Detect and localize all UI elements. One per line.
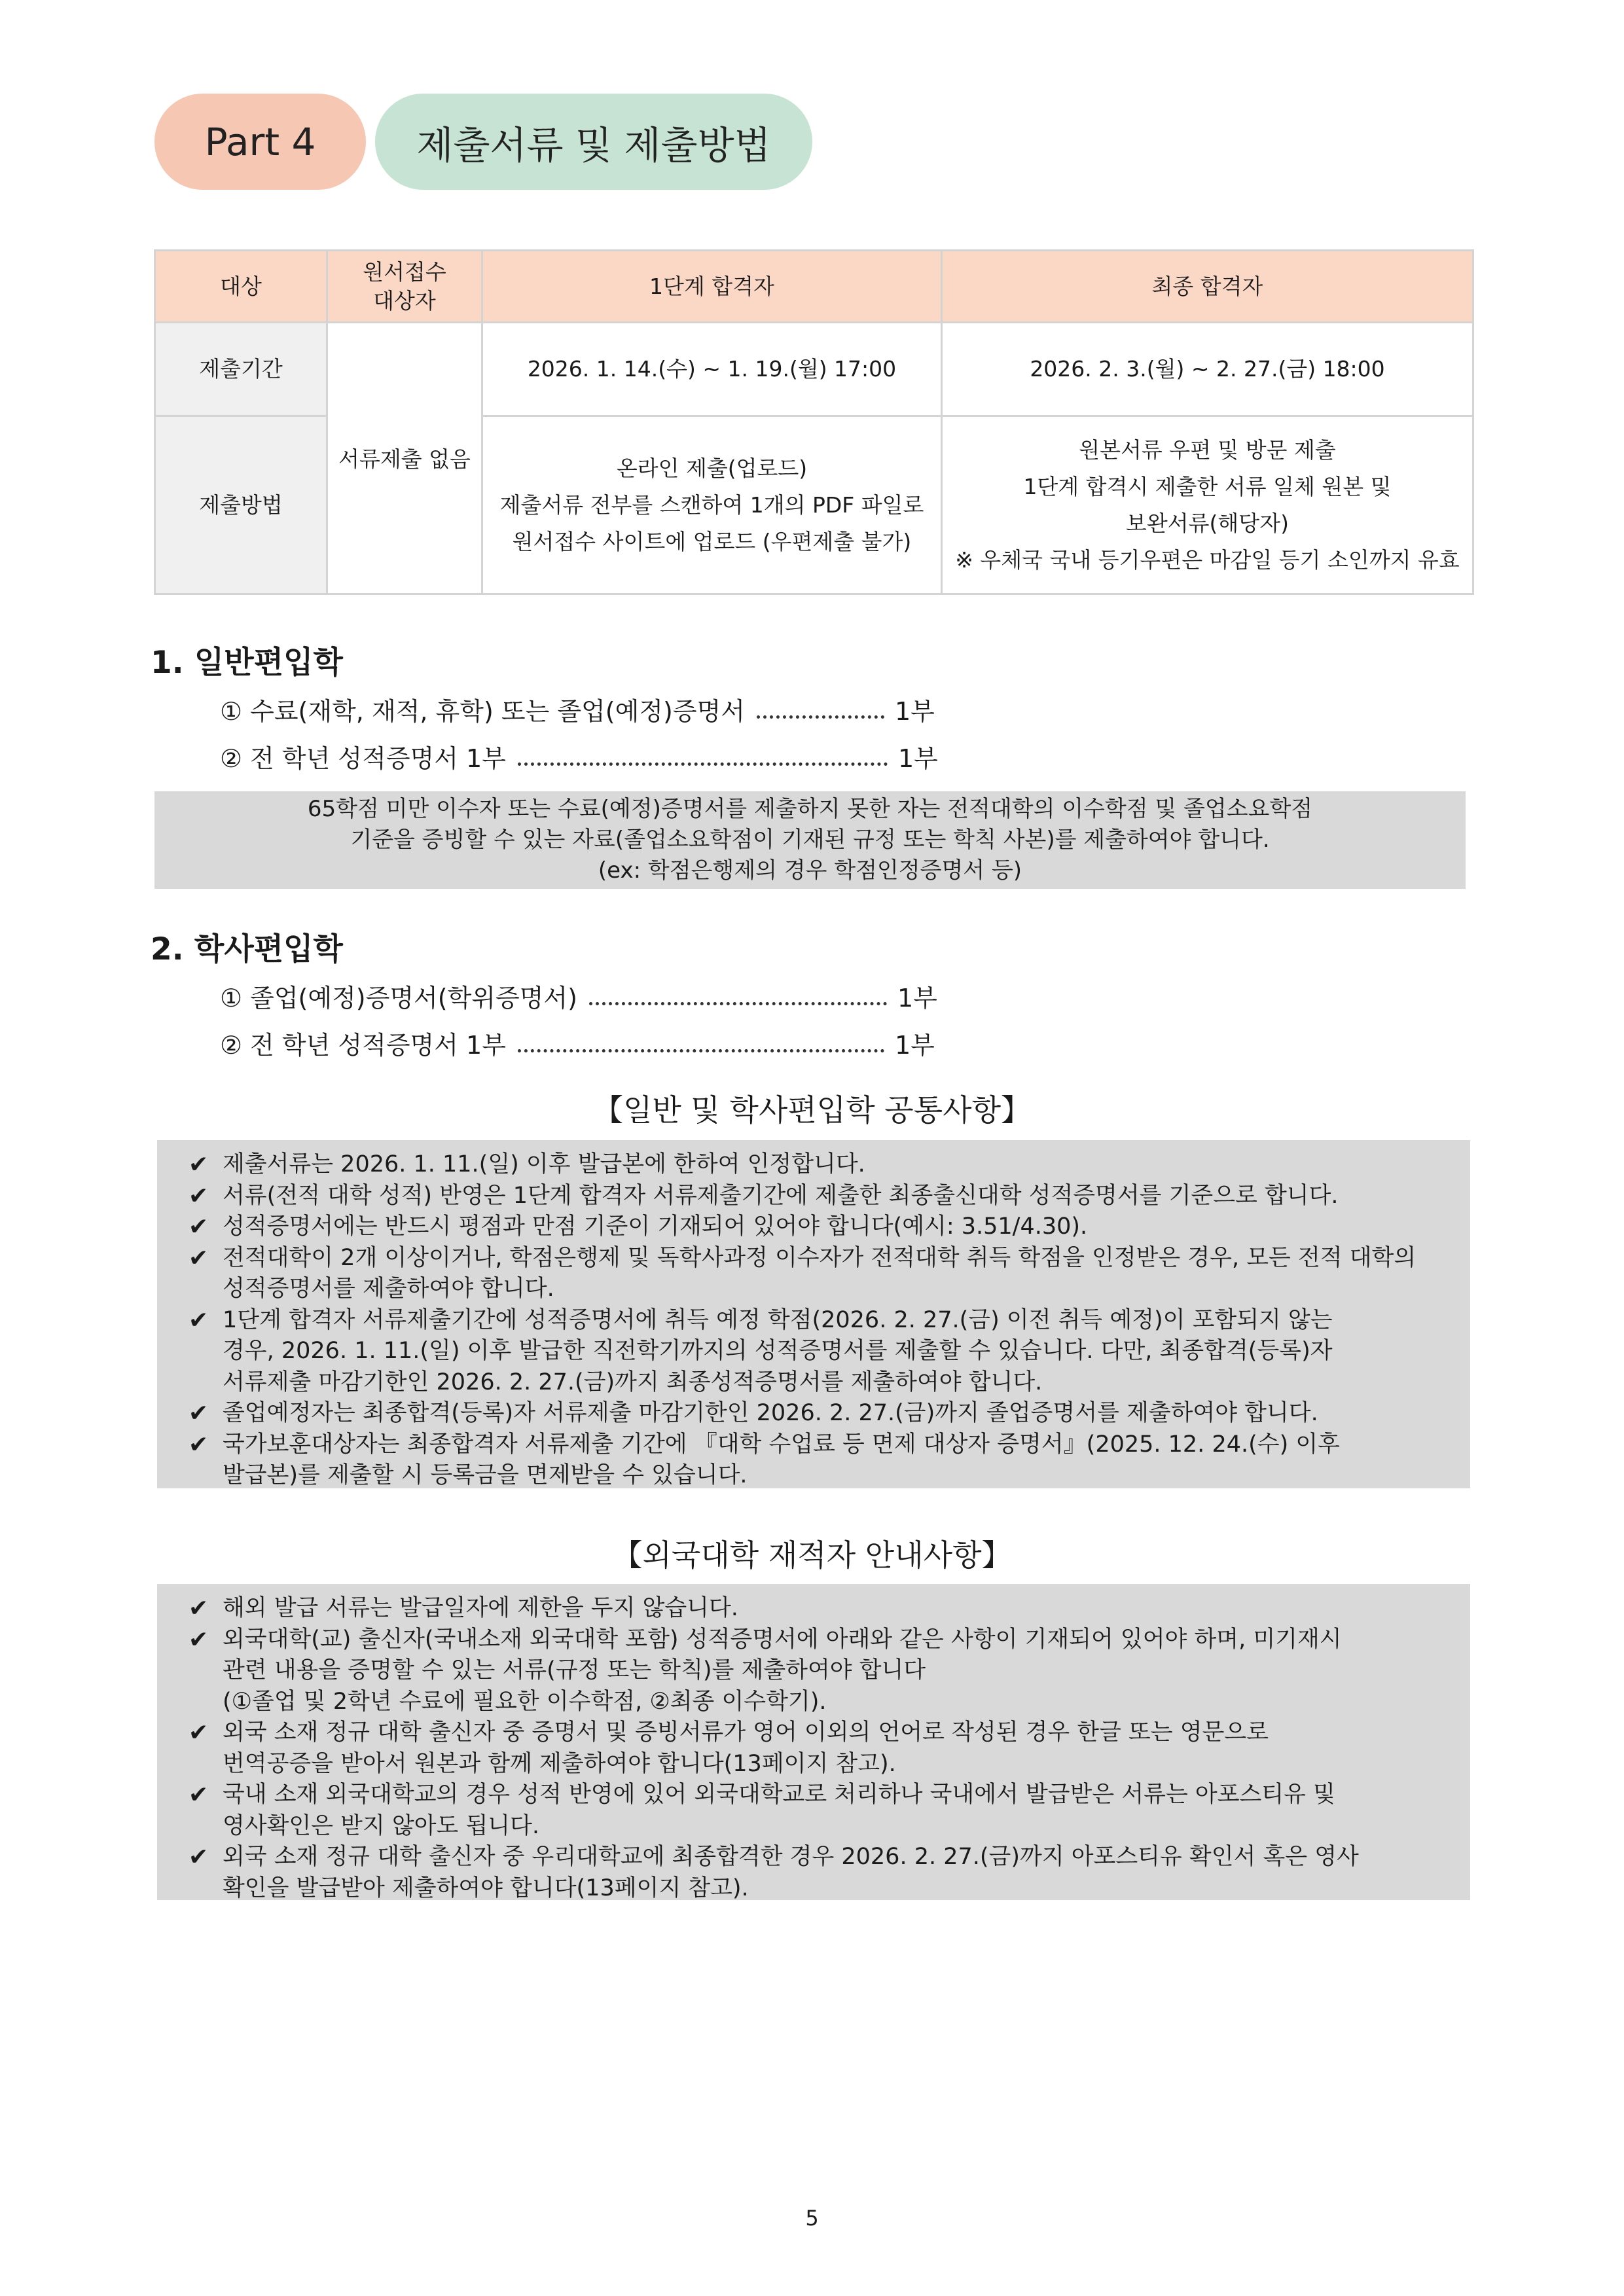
stage1-method-line: 온라인 제출(업로드) xyxy=(616,455,808,481)
note-line: 기준을 증빙할 수 있는 자료(졸업소요학점이 기재된 규정 또는 학칙 사본)를 제출하여야 합니다. xyxy=(350,827,1270,853)
bullet-line: 1단계 합격자 서류제출기간에 성적증명서에 취득 예정 학점(2026. 2. 27.(금) 이전 취득 예정)이 포함되지 않는 xyxy=(223,1306,1333,1333)
final-method-line: 원본서류 우편 및 방문 제출 xyxy=(1079,437,1336,463)
check-icon: ✔ xyxy=(189,1719,209,1746)
bullet-line: 성적증명서를 제출하여야 합니다. xyxy=(223,1276,554,1302)
bullet-line: 외국대학(교) 출신자(국내소재 외국대학 포함) 성적증명서에 아래와 같은 사항이 기재되어 있어야 하며, 미기재시 xyxy=(223,1626,1342,1653)
final-method-line: 보완서류(해당자) xyxy=(1126,510,1289,536)
check-icon: ✔ xyxy=(189,1151,209,1178)
header-applicant-text: 원서접수 대상자 xyxy=(363,259,446,314)
bullet-line: 번역공증을 받아서 원본과 함께 제출하여야 합니다(13페이지 참고). xyxy=(223,1750,896,1777)
stage1-period: 2026. 1. 14.(수) ~ 1. 19.(월) 17:00 xyxy=(482,323,942,416)
bullet-line: 확인을 발급받아 제출하여야 합니다(13페이지 참고). xyxy=(223,1874,749,1901)
check-icon: ✔ xyxy=(189,1400,209,1427)
section1-item: ① 수료(재학, 재적, 휴학) 또는 졸업(예정)증명서 1부 xyxy=(220,697,935,726)
bullet-line: 제출서류는 2026. 1. 11.(일) 이후 발급본에 한하여 인정합니다. xyxy=(223,1151,865,1177)
bullet-line: 전적대학이 2개 이상이거나, 학점은행제 및 독학사과정 이수자가 전적대학 취득 학점을 인정받은 경우, 모든 전적 대학의 xyxy=(223,1244,1416,1271)
row-label-period: 제출기간 xyxy=(155,323,327,416)
bullet-item xyxy=(157,1398,1470,1429)
page-title: 제출서류 및 제출방법 xyxy=(416,122,771,168)
bullet-line: 영사확인은 받지 않아도 됩니다. xyxy=(223,1812,540,1839)
bullet-item xyxy=(157,1305,1470,1399)
bullet-item xyxy=(157,1842,1470,1904)
table-row-period xyxy=(155,323,1473,416)
note-line: 65학점 미만 이수자 또는 수료(예정)증명서를 제출하지 못한 자는 전적대학의 이수학점 및 졸업소요학점 xyxy=(307,796,1313,822)
bullet-line: 관련 내용을 증명할 수 있는 서류(규정 또는 학칙)를 제출하여야 합니다 xyxy=(223,1657,926,1683)
bullet-line: 서류(전적 대학 성적) 반영은 1단계 합격자 서류제출기간에 제출한 최종출신대학 성적증명서를 기준으로 합니다. xyxy=(223,1182,1339,1209)
check-icon: ✔ xyxy=(189,1182,209,1210)
bullet-line: 발급본)를 제출할 시 등록금을 면제받을 수 있습니다. xyxy=(223,1462,748,1488)
check-icon: ✔ xyxy=(189,1431,209,1458)
section2-item: ② 전 학년 성적증명서 1부 1부 xyxy=(220,1031,935,1060)
bullet-item xyxy=(157,1181,1470,1212)
note-line: (ex: 학점은행제의 경우 학점인정증명서 등) xyxy=(598,857,1022,884)
check-icon: ✔ xyxy=(189,1782,209,1808)
applicant-cell: 서류제출 없음 xyxy=(327,323,482,594)
check-icon: ✔ xyxy=(189,1626,209,1653)
bullet-item xyxy=(157,1593,1470,1624)
header-applicant xyxy=(327,251,482,323)
bullet-item xyxy=(157,1243,1470,1305)
bullet-line: 외국 소재 정규 대학 출신자 중 우리대학교에 최종합격한 경우 2026. 2. 27.(금)까지 아포스티유 확인서 혹은 영사 xyxy=(223,1844,1359,1870)
section1-title: 1. 일반편입학 xyxy=(151,645,343,681)
bullet-item xyxy=(157,1211,1470,1243)
check-icon: ✔ xyxy=(189,1213,209,1240)
common-title: 【일반 및 학사편입학 공통사항】 xyxy=(592,1092,1032,1128)
row-label-method: 제출방법 xyxy=(155,416,327,594)
header-target: 대상 xyxy=(155,251,327,323)
header-final: 최종 합격자 xyxy=(942,251,1473,323)
section2-title: 2. 학사편입학 xyxy=(151,931,343,967)
final-method xyxy=(942,416,1473,594)
bullet-line: 외국 소재 정규 대학 출신자 중 증명서 및 증빙서류가 영어 이외의 언어로 작성된 경우 한글 또는 영문으로 xyxy=(223,1719,1269,1746)
bullet-line: 졸업예정자는 최종합격(등록)자 서류제출 마감기한인 2026. 2. 27.(금)까지 졸업증명서를 제출하여야 합니다. xyxy=(223,1400,1318,1426)
bullet-item xyxy=(157,1429,1470,1492)
final-method-line: 1단계 합격시 제출한 서류 일체 원본 및 xyxy=(1023,473,1392,499)
foreign-notes xyxy=(157,1584,1470,1900)
common-notes xyxy=(157,1140,1470,1488)
table-header-row xyxy=(155,251,1473,323)
check-icon: ✔ xyxy=(189,1244,209,1272)
section1-note xyxy=(154,791,1466,889)
check-icon: ✔ xyxy=(189,1844,209,1871)
page-number: 5 xyxy=(805,2206,819,2231)
bullet-line: 서류제출 마감기한인 2026. 2. 27.(금)까지 최종성적증명서를 제출하여야 합니다. xyxy=(223,1369,1043,1395)
page-title-badge xyxy=(375,94,812,190)
bullet-item xyxy=(157,1717,1470,1780)
bullet-line: 해외 발급 서류는 발급일자에 제한을 두지 않습니다. xyxy=(223,1595,738,1621)
part-label: Part 4 xyxy=(204,119,316,164)
bullet-item xyxy=(157,1780,1470,1842)
bullet-item xyxy=(157,1149,1470,1181)
stage1-method-line: 원서접수 사이트에 업로드 (우편제출 불가) xyxy=(512,528,912,554)
stage1-method-line: 제출서류 전부를 스캔하여 1개의 PDF 파일로 xyxy=(499,492,924,518)
part-badge xyxy=(154,94,366,190)
bullet-line: 경우, 2026. 1. 11.(일) 이후 발급한 직전학기까지의 성적증명서를 제출할 수 있습니다. 다만, 최종합격(등록)자 xyxy=(223,1338,1333,1364)
bullet-line: 국가보훈대상자는 최종합격자 서류제출 기간에 『대학 수업료 등 면제 대상자 증명서』(2025. 12. 24.(수) 이후 xyxy=(223,1431,1340,1458)
final-method-note: ※ 우체국 국내 등기우편은 마감일 등기 소인까지 유효 xyxy=(955,547,1460,573)
check-icon: ✔ xyxy=(189,1595,209,1622)
submission-table xyxy=(154,249,1474,595)
section2-item: ① 졸업(예정)증명서(학위증명서) 1부 xyxy=(220,984,937,1013)
bullet-line: 성적증명서에는 반드시 평점과 만점 기준이 기재되어 있어야 합니다(예시: 3.51/4.30). xyxy=(223,1213,1088,1240)
final-period: 2026. 2. 3.(월) ~ 2. 27.(금) 18:00 xyxy=(942,323,1473,416)
section1-item: ② 전 학년 성적증명서 1부 1부 xyxy=(220,744,938,773)
header-stage1: 1단계 합격자 xyxy=(482,251,942,323)
bullet-line: (①졸업 및 2학년 수료에 필요한 이수학점, ②최종 이수학기). xyxy=(223,1688,827,1715)
bullet-line: 국내 소재 외국대학교의 경우 성적 반영에 있어 외국대학교로 처리하나 국내에서 발급받은 서류는 아포스티유 및 xyxy=(223,1782,1335,1808)
stage1-method xyxy=(482,416,942,594)
bullet-item xyxy=(157,1624,1470,1718)
check-icon: ✔ xyxy=(189,1306,209,1334)
foreign-title: 【외국대학 재적자 안내사항】 xyxy=(612,1537,1012,1573)
